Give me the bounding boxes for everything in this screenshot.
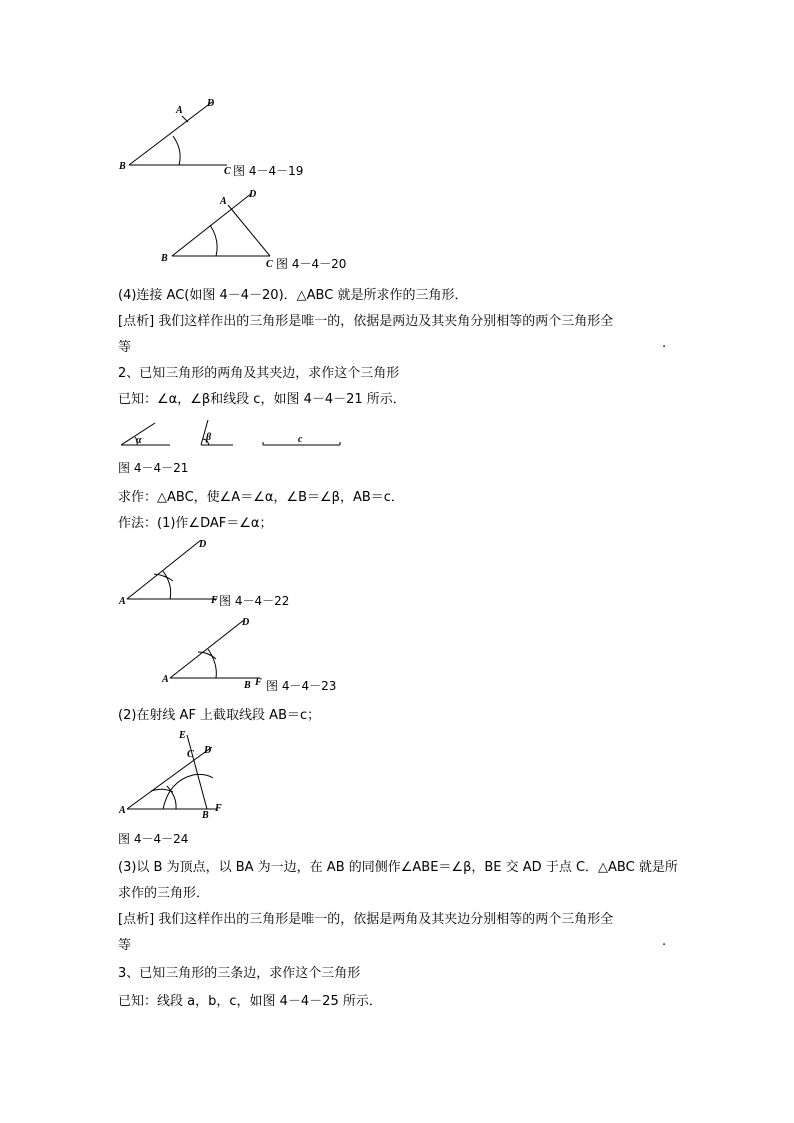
figure-4-4-19 [115, 92, 230, 178]
label-e: E [179, 730, 186, 741]
label-c: C [187, 749, 194, 760]
label-f: F [255, 677, 262, 688]
step-3-line-2: 求作的三角形． [118, 886, 210, 901]
step-4-text: (4)连接 AC(如图 4－4－20)．△ABC 就是所求作的三角形． [118, 288, 468, 303]
label-a: A [119, 596, 126, 607]
note-1-period: . [662, 336, 667, 351]
note-1-line-2: 等 [118, 340, 132, 355]
note-2-period: . [662, 934, 667, 949]
label-d: D [207, 98, 215, 109]
section-2-title: 2、已知三角形的两角及其夹边，求作这个三角形 [118, 366, 400, 381]
section-2-find: 求作：△ABC，使∠A＝∠α，∠B＝∠β，AB＝c． [118, 490, 404, 505]
caption-4-4-19: 图 4－4－19 [233, 164, 304, 178]
label-d: D [199, 539, 207, 550]
label-alpha: α [136, 435, 142, 446]
label-c: C [266, 259, 273, 270]
label-b: B [119, 161, 126, 172]
caption-4-4-23: 图 4－4－23 [266, 679, 337, 693]
note-2-line-1: [点析] 我们这样作出的三角形是唯一的，依据是两角及其夹边分别相等的两个三角形全 [118, 912, 614, 927]
label-c: C [224, 166, 231, 177]
figure-4-4-23 [158, 612, 276, 692]
label-d: D [242, 617, 250, 628]
label-a: A [119, 805, 126, 816]
step-2-text: (2)在射线 AF 上截取线段 AB＝c； [118, 708, 321, 723]
note-2-line-2: 等 [118, 938, 132, 953]
section-2-method: 作法：(1)作∠DAF＝∠α； [118, 516, 273, 531]
section-2-given: 已知：∠α，∠β和线段 c，如图 4－4－21 所示． [118, 392, 406, 407]
label-a: A [162, 674, 169, 685]
label-a: A [220, 196, 227, 207]
section-3-given: 已知：线段 a，b，c，如图 4－4－25 所示． [118, 994, 382, 1009]
note-1-line-1: [点析] 我们这样作出的三角形是唯一的，依据是两边及其夹角分别相等的两个三角形全 [118, 314, 614, 329]
step-3-line-1: (3)以 B 为顶点，以 BA 为一边，在 AB 的同侧作∠ABE＝∠β，BE 交 AD 于点 C．△ABC 就是所 [118, 860, 678, 875]
caption-4-4-20: 图 4－4－20 [276, 257, 347, 271]
label-b: B [202, 810, 209, 821]
figure-4-4-24 [115, 725, 235, 821]
caption-4-4-21: 图 4－4－21 [118, 461, 189, 475]
label-a: A [176, 105, 183, 116]
figure-4-4-21 [115, 415, 350, 451]
label-f: F [215, 803, 222, 814]
label-d: D [204, 745, 212, 756]
label-b: B [161, 253, 168, 264]
label-c: c [298, 434, 303, 445]
label-b: B [244, 680, 251, 691]
figure-4-4-20 [158, 185, 278, 270]
figure-4-4-22 [115, 535, 225, 609]
caption-4-4-24: 图 4－4－24 [118, 832, 189, 846]
label-f: F [211, 595, 218, 606]
caption-4-4-22: 图 4－4－22 [219, 594, 290, 608]
section-3-title: 3、已知三角形的三条边，求作这个三角形 [118, 966, 361, 981]
label-beta: β [206, 432, 212, 443]
label-d: D [249, 189, 257, 200]
